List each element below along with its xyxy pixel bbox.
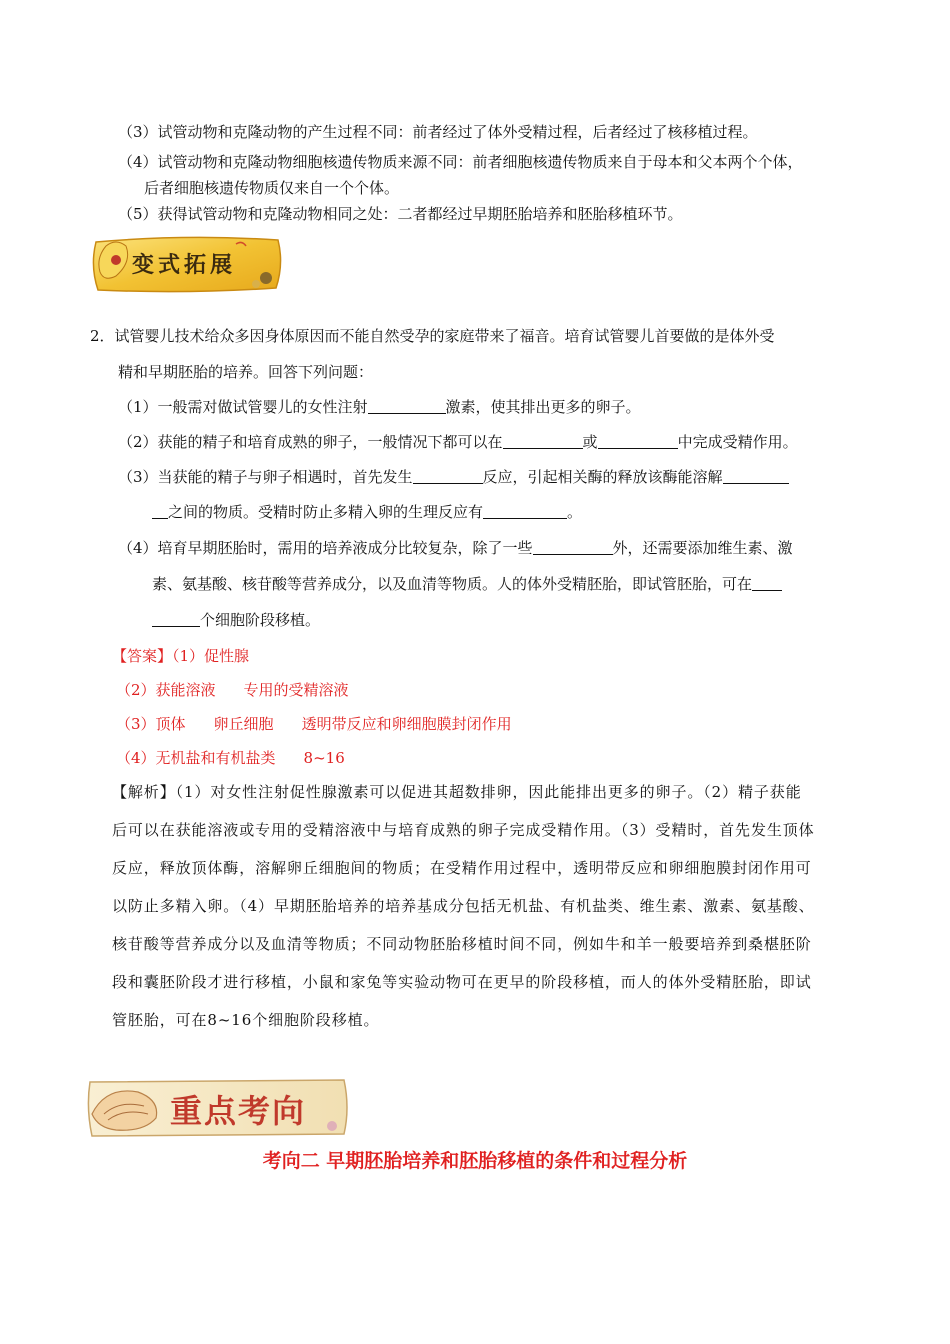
question-stem-line2: 精和早期胚胎的培养。回答下列问题： [118, 363, 374, 381]
q3-text-a: （3）当获能的精子与卵子相遇时，首先发生 [118, 468, 413, 486]
answer-3c: 透明带反应和卵细胞膜封闭作用 [301, 715, 512, 733]
q2-text-b: 或 [582, 433, 598, 451]
answer-4b: 8~16 [303, 749, 345, 767]
q3-blank-1[interactable] [413, 469, 483, 484]
q2-text-a: （2）获能的精子和培育成熟的卵子，一般情况下都可以在 [118, 433, 503, 451]
q3-text-c: 之间的物质。受精时防止多精入卵的生理反应有 [168, 503, 484, 521]
question-part-1 [118, 397, 641, 417]
analysis-text-1: （1）对女性注射促性腺激素可以促进其超数排卵，因此能排出更多的卵子。（2）精子获能 [175, 783, 802, 801]
q1-text-a: （1）一般需对做试管婴儿的女性注射 [118, 398, 368, 416]
q4-text-d: 个细胞阶段移植。 [200, 611, 321, 629]
answer-label: 【答案】 [112, 647, 173, 665]
intro-point-4-line1: （4）试管动物和克隆动物细胞核遗传物质来源不同：前者细胞核遗传物质来自于母本和父本两个个体， [118, 153, 803, 171]
answer-line-2 [116, 680, 349, 700]
q3-blank-3[interactable] [483, 504, 567, 519]
q2-text-c: 中完成受精作用。 [677, 433, 798, 451]
q3-text-d: 。 [567, 503, 583, 521]
analysis-line-5: 核苷酸等营养成分以及血清等物质；不同动物胚胎移植时间不同，例如牛和羊一般要培养到桑椹胚阶 [112, 935, 812, 953]
q3-blank-2a[interactable] [723, 469, 789, 484]
q3-text-b: 反应，引起相关酶的释放该酶能溶解 [482, 468, 723, 486]
q1-text-b: 激素，使其排出更多的卵子。 [445, 398, 641, 416]
q3-blank-2b[interactable] [152, 504, 168, 519]
question-part-4-line3 [152, 610, 320, 630]
question-part-4-line1 [118, 538, 793, 558]
q4-text-b: 外，还需要添加维生素、激 [612, 539, 793, 557]
q1-blank[interactable] [368, 399, 446, 414]
answer-3b: 卵丘细胞 [213, 715, 274, 733]
key-direction-banner [86, 1074, 352, 1140]
q2-blank-2[interactable] [598, 434, 678, 449]
analysis-line-4: 以防止多精入卵。（4）早期胚胎培养的培养基成分包括无机盐、有机盐类、维生素、激素、氨基酸、 [112, 897, 815, 915]
q4-blank-2b[interactable] [152, 612, 200, 627]
question-part-4-line2 [152, 574, 782, 594]
key-direction-label: 重点考向 [170, 1092, 307, 1130]
answer-2a: （2）获能溶液 [116, 681, 216, 699]
analysis-line-7: 管胚胎，可在8~16个细胞阶段移植。 [112, 1011, 380, 1029]
q4-text-a: （4）培育早期胚胎时，需用的培养液成分比较复杂，除了一些 [118, 539, 533, 557]
analysis-line-1 [112, 782, 802, 802]
answer-line-4 [116, 748, 345, 768]
question-part-3-line1 [118, 467, 789, 487]
intro-point-3: （3）试管动物和克隆动物的产生过程不同：前者经过了体外受精过程，后者经过了核移植过程。 [118, 123, 758, 141]
answer-line-1 [112, 646, 249, 666]
answer-1: （1）促性腺 [172, 647, 250, 665]
q4-blank-2a[interactable] [752, 576, 782, 591]
q2-blank-1[interactable] [503, 434, 583, 449]
answer-line-3 [116, 714, 512, 734]
intro-point-5: （5）获得试管动物和克隆动物相同之处：二者都经过早期胚胎培养和胚胎移植环节。 [118, 205, 683, 223]
q4-blank-1[interactable] [533, 540, 613, 555]
section-title: 考向二 早期胚胎培养和胚胎移植的条件和过程分析 [262, 1150, 688, 1172]
question-stem-line1: 2．试管婴儿技术给众多因身体原因而不能自然受孕的家庭带来了福音。培育试管婴儿首要做的是体外受 [90, 327, 775, 345]
variant-extension-banner [86, 232, 286, 296]
q4-text-c: 素、氨基酸、核苷酸等营养成分，以及血清等物质。人的体外受精胚胎，即试管胚胎，可在 [152, 575, 753, 593]
analysis-label: 【解析】 [112, 783, 176, 801]
answer-2b: 专用的受精溶液 [243, 681, 349, 699]
variant-extension-label: 变式拓展 [132, 253, 237, 278]
analysis-line-3: 反应，释放顶体酶，溶解卵丘细胞间的物质；在受精作用过程中，透明带反应和卵细胞膜封闭作用可 [112, 859, 812, 877]
question-part-2 [118, 432, 798, 452]
answer-3a: （3）顶体 [116, 715, 186, 733]
answer-4a: （4）无机盐和有机盐类 [116, 749, 276, 767]
question-part-3-line2 [152, 502, 582, 522]
analysis-line-2: 后可以在获能溶液或专用的受精溶液中与培育成熟的卵子完成受精作用。（3）受精时，首先发生顶体 [112, 821, 815, 839]
analysis-line-6: 段和囊胚阶段才进行移植，小鼠和家兔等实验动物可在更早的阶段移植，而人的体外受精胚胎，即试 [112, 973, 812, 991]
intro-point-4-line2: 后者细胞核遗传物质仅来自一个个体。 [144, 179, 400, 197]
